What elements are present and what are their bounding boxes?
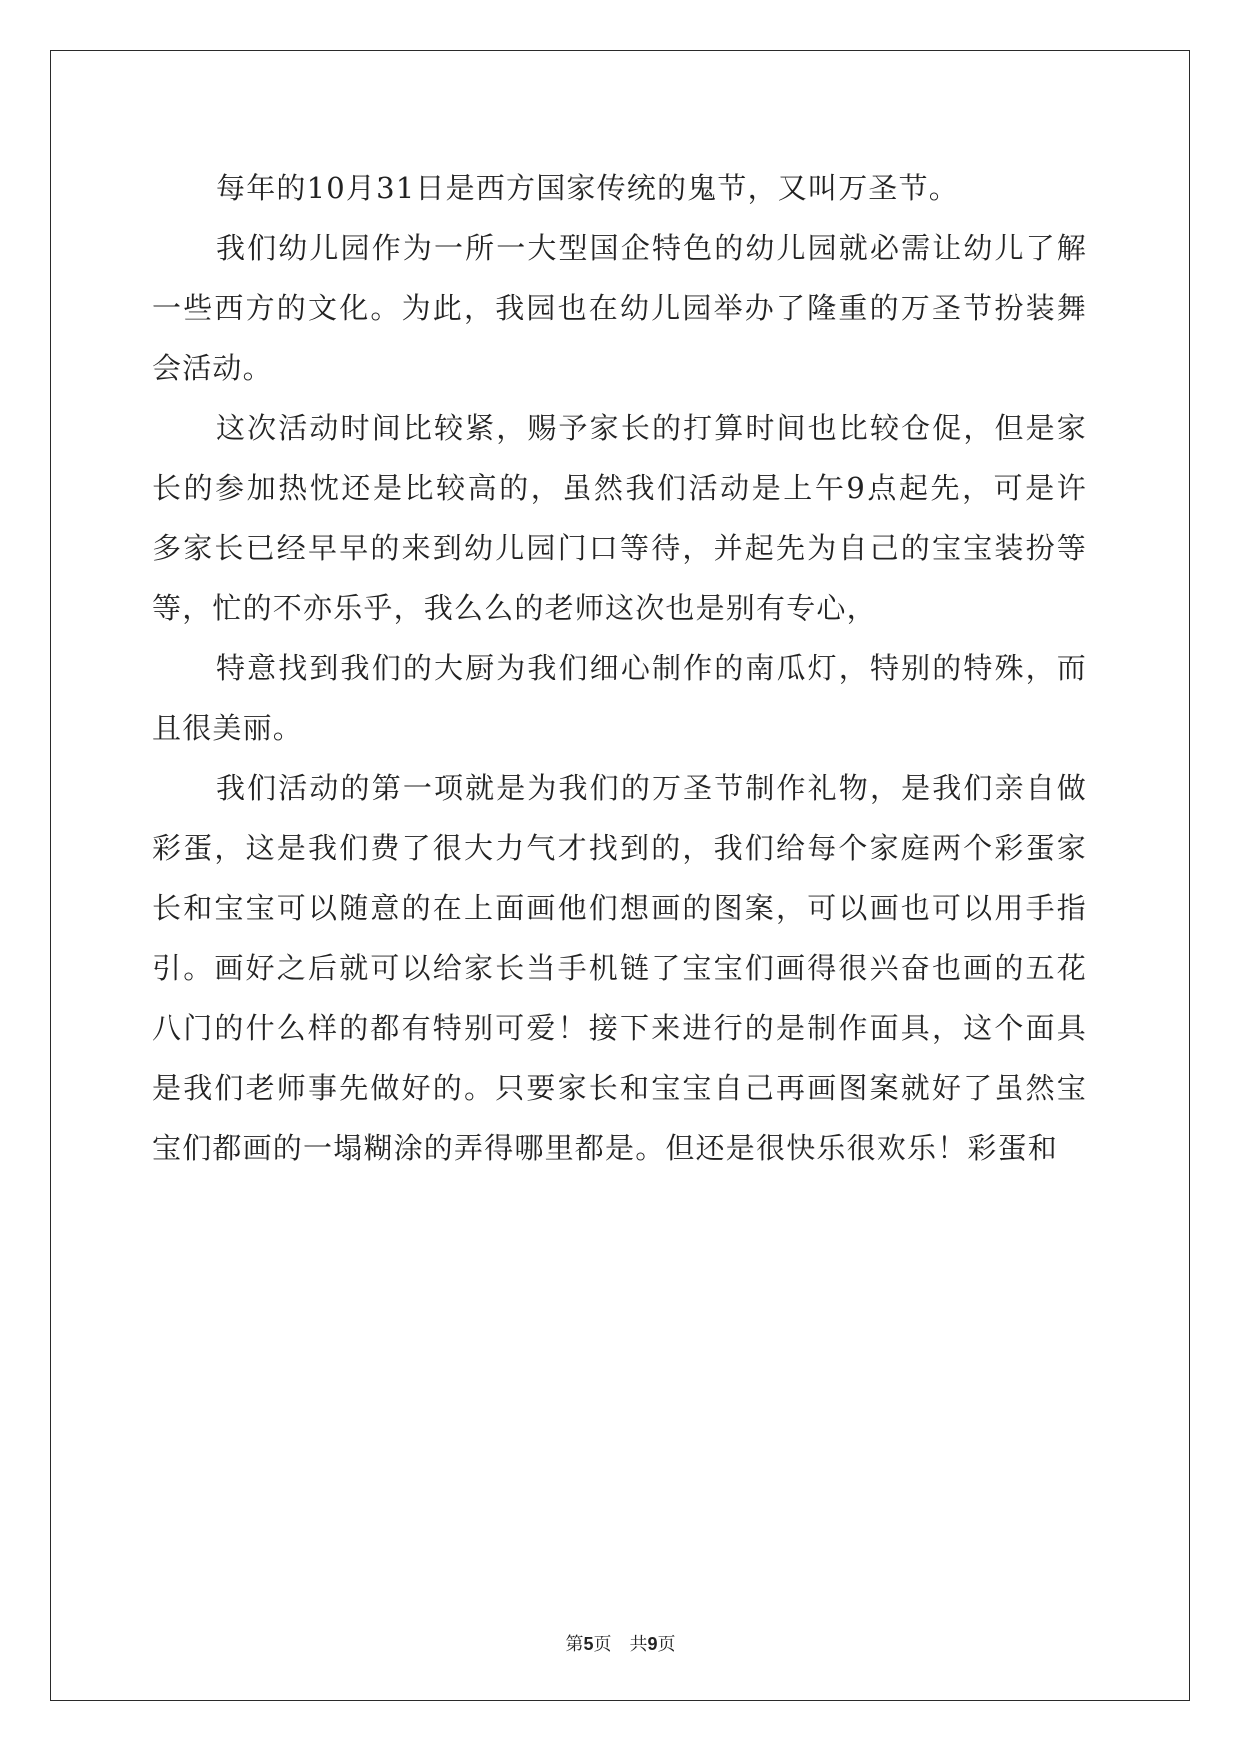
document-body (152, 158, 1087, 1178)
total-page-number: 9 (647, 1634, 658, 1654)
text-line: 八门的什么样的都有特别可爱！接下来进行的是制作面具，这个面具 (152, 1011, 1087, 1045)
text-line: 是我们老师事先做好的。只要家长和宝宝自己再画图案就好了虽然宝 (152, 1071, 1087, 1105)
text-line: 会活动。 (152, 351, 273, 385)
text-line: 且很美丽。 (152, 711, 304, 745)
paragraph (152, 218, 1087, 398)
paragraph (152, 758, 1087, 1178)
paragraph (152, 398, 1087, 638)
page-label-suffix: 页 (593, 1634, 612, 1655)
page-footer (0, 1630, 1241, 1656)
text-line: 我们活动的第一项就是为我们的万圣节制作礼物，是我们亲自做 (216, 771, 1087, 805)
text-line: 引。画好之后就可以给家长当手机链了宝宝们画得很兴奋也画的五花 (152, 951, 1087, 985)
text-line: 宝们都画的一塌糊涂的弄得哪里都是。但还是很快乐很欢乐！彩蛋和 (152, 1131, 1059, 1165)
text-line: 我们幼儿园作为一所一大型国企特色的幼儿园就必需让幼儿了解 (216, 231, 1087, 265)
text-line: 长和宝宝可以随意的在上面画他们想画的图案，可以画也可以用手指 (152, 891, 1087, 925)
current-page-number: 5 (583, 1634, 594, 1654)
text-line: 这次活动时间比较紧，赐予家长的打算时间也比较仓促，但是家 (216, 411, 1087, 445)
text-line: 长的参加热忱还是比较高的，虽然我们活动是上午9点起先，可是许 (152, 471, 1087, 505)
text-line: 特意找到我们的大厨为我们细心制作的南瓜灯，特别的特殊，而 (216, 651, 1087, 685)
paragraph (152, 638, 1087, 758)
text-line: 每年的10月31日是西方国家传统的鬼节，又叫万圣节。 (216, 171, 960, 205)
paragraph (152, 158, 1087, 218)
text-line: 等，忙的不亦乐乎，我么么的老师这次也是别有专心， (152, 591, 877, 625)
total-label-suffix: 页 (657, 1634, 676, 1655)
text-line: 多家长已经早早的来到幼儿园门口等待，并起先为自己的宝宝装扮等 (152, 531, 1087, 565)
text-line: 一些西方的文化。为此，我园也在幼儿园举办了隆重的万圣节扮装舞 (152, 291, 1087, 325)
total-label-prefix: 共 (629, 1634, 648, 1655)
text-line: 彩蛋，这是我们费了很大力气才找到的，我们给每个家庭两个彩蛋家 (152, 831, 1087, 865)
page-label-prefix: 第 (565, 1634, 584, 1655)
